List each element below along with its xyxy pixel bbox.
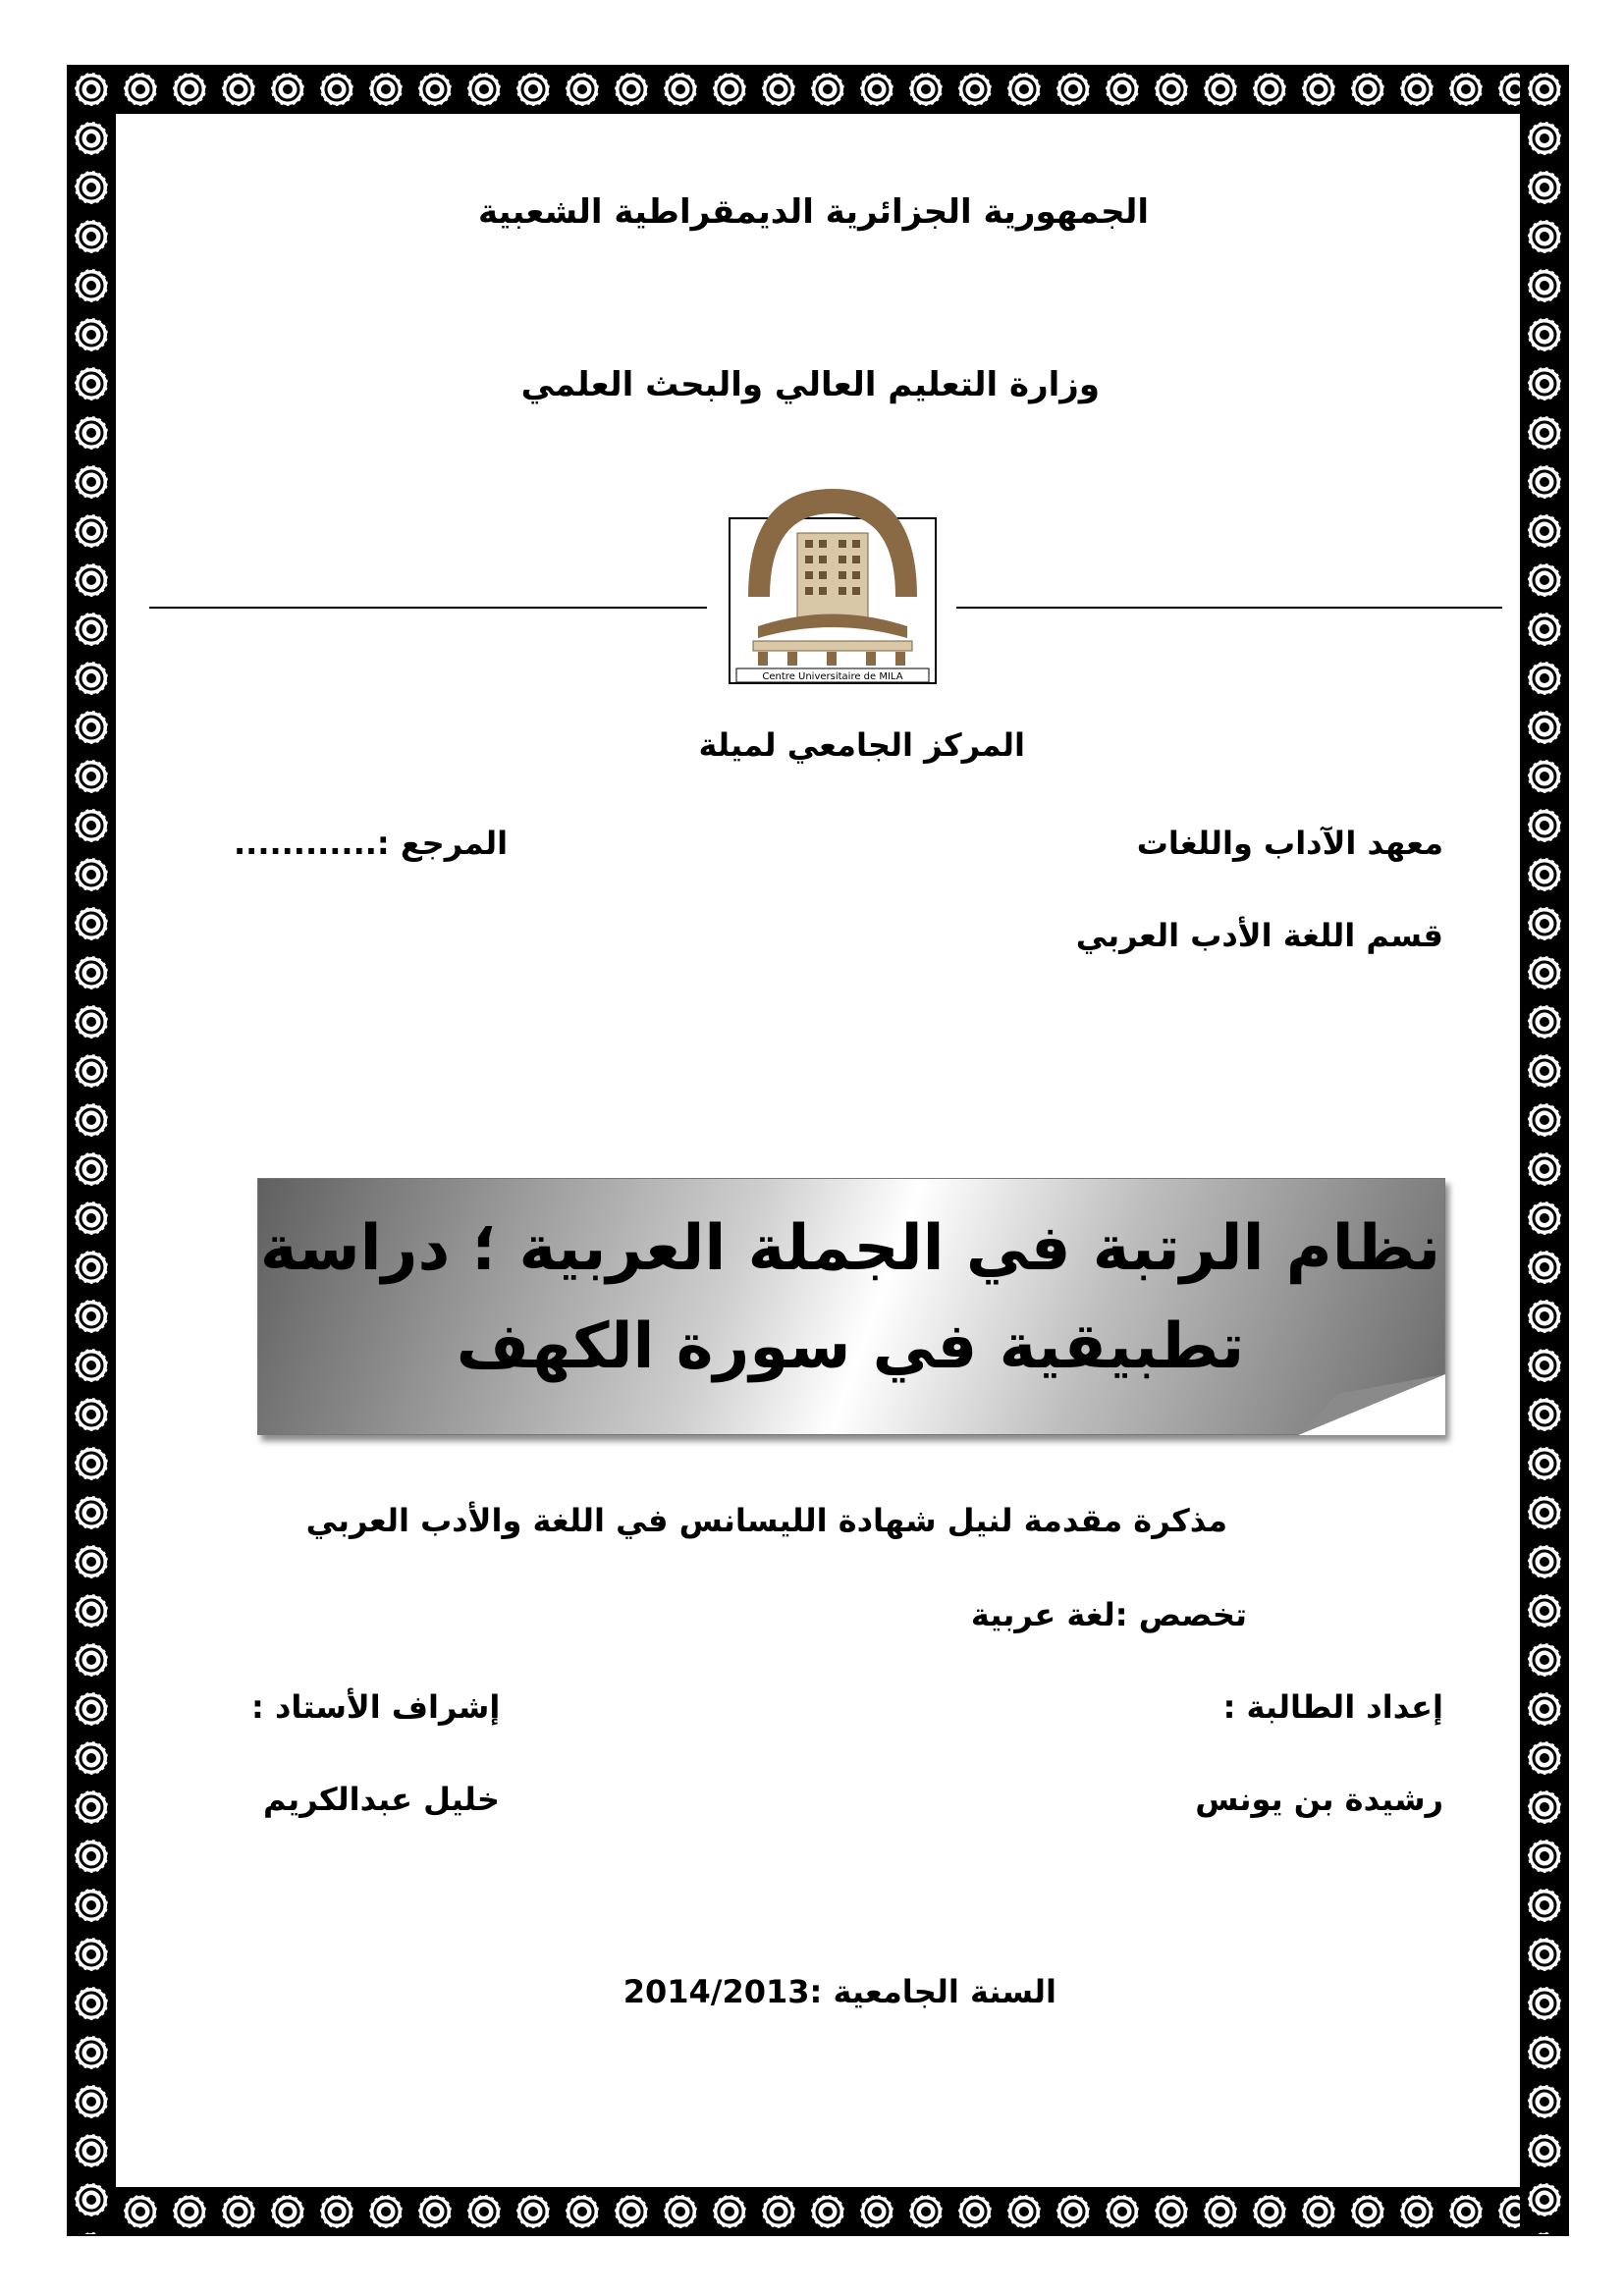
rule-left <box>149 607 707 609</box>
department-name: قسم اللغة الأدب العربي <box>1075 917 1443 954</box>
memo-purpose: مذكرة مقدمة لنيل شهادة الليسانس في اللغة والأدب العربي <box>305 1502 1227 1539</box>
supervisor-label: إشراف الأستاد : <box>251 1688 501 1726</box>
university-center: المركز الجامعي لميلة <box>698 726 1025 764</box>
rule-right <box>956 607 1502 609</box>
ministry-heading: وزارة التعليم العالي والبحث العلمي <box>520 365 1100 404</box>
thesis-title-line2: تطبيقية في سورة الكهف <box>456 1310 1245 1383</box>
student-label: إعداد الطالبة : <box>1222 1688 1443 1726</box>
page-content-area <box>116 114 1520 2187</box>
academic-year: السنة الجامعية :2014/2013 <box>623 1973 1056 2010</box>
logo-caption: Centre Universitaire de MILA <box>762 671 903 682</box>
student-name: رشيدة بن يونس <box>1195 1781 1443 1818</box>
thesis-title <box>257 1178 1443 1433</box>
thesis-title-line1: نظام الرتبة في الجملة العربية ؛ دراسة <box>259 1212 1441 1285</box>
republic-heading: الجمهورية الجزائرية الديمقراطية الشعبية <box>478 192 1149 232</box>
institute-name: معهد الآداب واللغات <box>1136 825 1443 862</box>
reference-field: المرجع :............ <box>234 825 509 862</box>
university-building-icon <box>729 479 937 685</box>
specialty: تخصص :لغة عربية <box>970 1596 1247 1633</box>
university-logo <box>729 479 937 685</box>
supervisor-name: خليل عبدالكريم <box>263 1781 500 1818</box>
